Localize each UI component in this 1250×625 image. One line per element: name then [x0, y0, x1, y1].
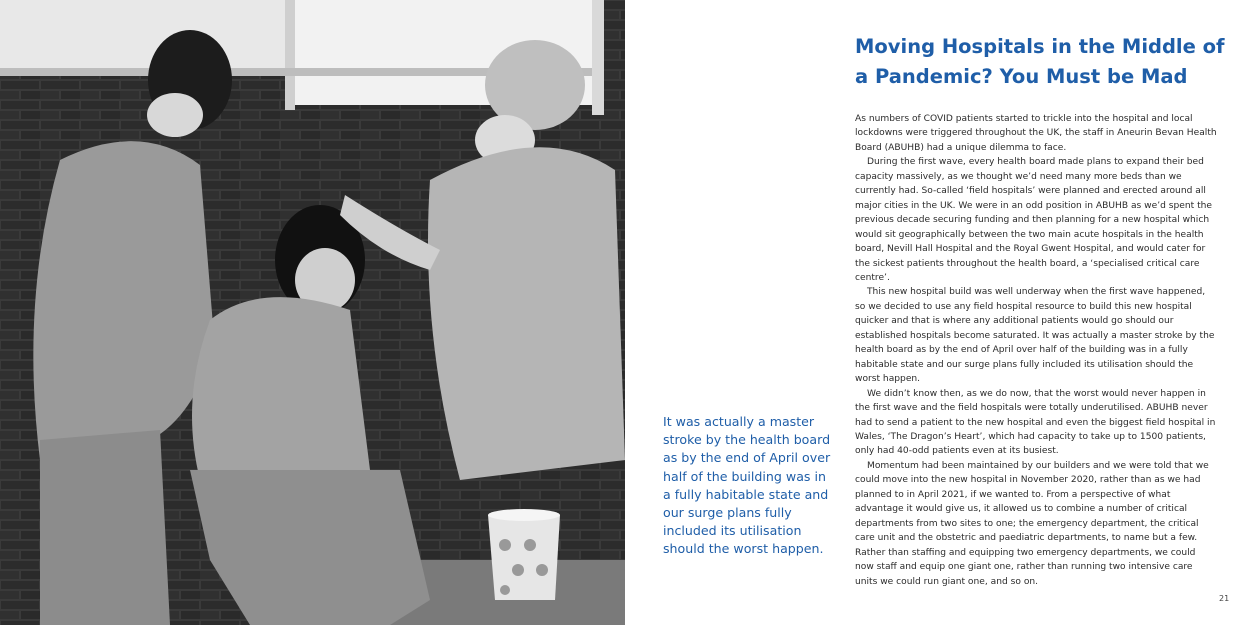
paragraph: During the first wave, every health board made plans to expand their bed capacity massively, as we thought we’d need many more beds than we currently had. So-called ‘field hospitals’ were planned and erected around all major cities in the UK. We were in an odd position in ABUHB as we’d spent the previous decade securing funding and then planning for a new hospital which would sit geographically between the two main acute hospitals in the health board, Nevill Hall Hospital and the Royal Gwent Hospital, and would cater for the sickest patients throughout the health board, a ‘specialised critical care centre’. [855, 157, 1213, 283]
article-body [855, 112, 1217, 589]
article-title: Moving Hospitals in the Middle of a Pandemic? You Must be Mad [855, 35, 1225, 88]
paragraph: Momentum had been maintained by our builders and we were told that we could move into the new hospital in November 2020, rather than as we had planned to in April 2021, if we wanted to. From a perspective of what advantage it would give us, it allowed us to combine a number of critical departments from two sites to one; the emergency department, the critical care unit and the obstetric and paediatric departments, to name but a few. Rather than staffing and equipping two emergency departments, we could now staff and equip one giant one, rather than running two intensive care units we could run giant one, and so on. [855, 460, 1209, 587]
paragraph: We didn’t know then, as we do now, that the worst would never happen in the first wave and the field hospitals were totally underutilised. ABUHB never had to send a patient to the new hospital and even the biggest field hospital in Wales, ‘The Dragon’s Heart’, which had capacity to take up to 1500 patients, only had 40-odd patients even at its busiest. [855, 388, 1216, 457]
pull-quote: It was actually a master stroke by the health board as by the end of April over half of the building was in a fully habitable state and our surge plans fully included its utilisation should the worst happen. [663, 414, 831, 557]
paragraph: This new hospital build was well underway when the first wave happened, so we decided to use any field hospital resource to build this new hospital quicker and that is where any additional patients would go should our established hospitals become saturated. It was actually a master stroke by the health board as by the end of April over half of the building was in a fully habitable state and our surge plans fully included its utilisation should the worst happen. [855, 287, 1215, 385]
page-number: 21 [1219, 594, 1230, 603]
paragraph: As numbers of COVID patients started to trickle into the hospital and local lockdowns were triggered throughout the UK, the staff in Aneurin Bevan Health Board (ABUHB) had a unique dilemma to face. [855, 114, 1217, 153]
